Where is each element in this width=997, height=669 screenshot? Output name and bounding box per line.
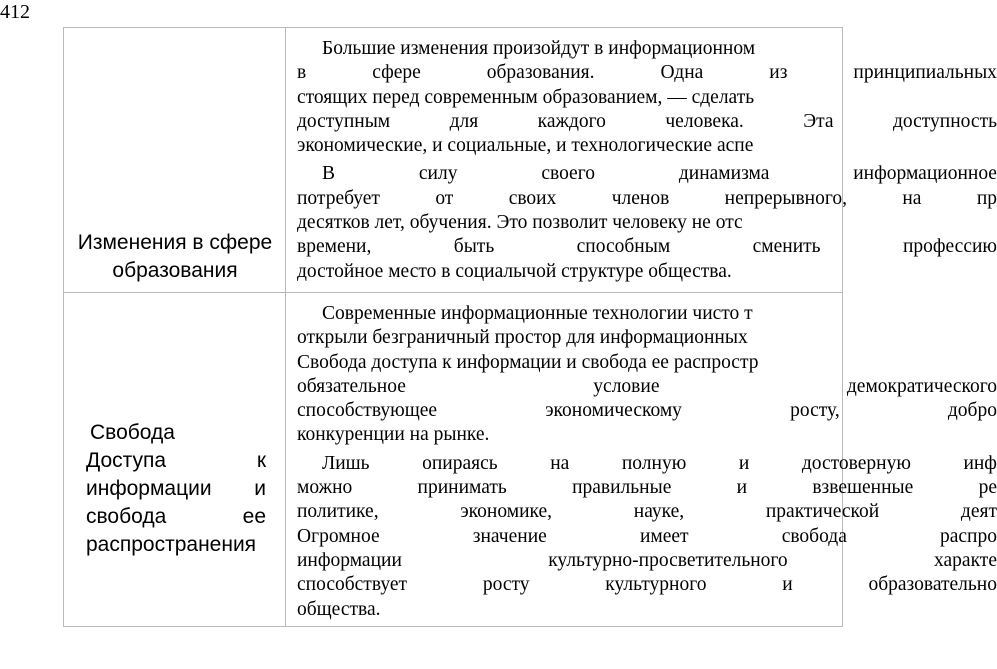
text-word: в	[297, 62, 307, 84]
text-line	[297, 573, 997, 597]
row-label-line	[86, 447, 266, 475]
row-label-line	[86, 503, 266, 531]
text-word: сфере	[372, 62, 421, 84]
text-word: культурного	[605, 574, 707, 596]
text-word: обязательное	[297, 375, 406, 397]
text-word: Эта	[803, 110, 834, 132]
row-label-word: к	[256, 449, 266, 472]
text-word: времени,	[297, 236, 372, 258]
text-word: на	[550, 452, 570, 474]
text-word: принимать	[417, 477, 507, 499]
text-line: достойное место в социалычой структуре общества.	[297, 260, 732, 282]
text-line	[297, 162, 997, 186]
text-word: профессию	[902, 236, 997, 258]
text-word: Одна	[660, 62, 704, 84]
text-word: Огромное	[297, 525, 380, 547]
text-word: Лишь	[322, 452, 370, 474]
text-word: можно	[297, 477, 353, 499]
text-word: и	[736, 477, 748, 499]
text-line: экономические, и социальные, и технологические аспе	[297, 135, 754, 157]
row-label-word: свобода	[86, 505, 167, 528]
text-word: доступность	[892, 110, 997, 132]
text-word: полную	[621, 452, 687, 474]
text-word: человека.	[665, 110, 744, 132]
text-line	[297, 61, 997, 85]
row-label-line	[86, 475, 266, 503]
text-word: из	[769, 62, 788, 84]
table-row	[64, 28, 997, 293]
text-word: науке,	[633, 501, 685, 523]
text-line: стоящих перед современным образованием, — сделать	[297, 86, 755, 108]
text-word: росту,	[790, 400, 840, 422]
text-word: культурно-просветительного	[548, 549, 788, 571]
text-line: конкуренции на рынке.	[297, 424, 490, 446]
text-word: быть	[453, 236, 495, 258]
text-word: непрерывного,	[724, 187, 847, 209]
text-line: Современные информационные технологии чисто т	[322, 303, 753, 324]
row-content-cell	[286, 293, 997, 627]
row-label-cell	[64, 293, 286, 627]
text-word: и	[782, 574, 793, 596]
text-line	[297, 500, 997, 524]
page-number: 412	[0, 1, 30, 23]
text-word: экономике,	[460, 501, 553, 523]
text-word: В	[322, 163, 336, 185]
text-word: свобода	[781, 525, 847, 547]
row-text	[297, 37, 997, 284]
text-word: добро	[947, 400, 997, 422]
text-line	[297, 375, 997, 399]
text-word: характе	[934, 549, 997, 571]
text-line: Большие изменения произойдут в информационном	[322, 38, 756, 59]
row-label-word: ее	[242, 505, 266, 528]
text-word: экономическому	[545, 400, 682, 422]
text-word: образования.	[486, 62, 595, 84]
text-word: доступным	[297, 110, 391, 132]
text-word: каждого	[537, 110, 606, 132]
row-label-word: и	[254, 477, 266, 500]
text-word: и	[738, 452, 750, 474]
text-line	[297, 452, 997, 476]
text-word: своего	[541, 163, 595, 185]
row-label-word: Доступа	[86, 449, 167, 472]
text-word: силу	[418, 163, 458, 185]
text-word: динамизма	[678, 163, 770, 185]
text-line: Свобода доступа к информации и свобода ее распростр	[297, 351, 759, 373]
text-word: демократического	[846, 375, 997, 397]
text-word: принципиальных	[853, 62, 997, 84]
text-word: имеет	[639, 525, 689, 547]
text-word: способствует	[297, 574, 408, 596]
text-word: на	[902, 187, 922, 209]
text-line: общества.	[297, 598, 381, 620]
text-word: достоверную	[801, 452, 911, 474]
table-row	[64, 293, 997, 627]
text-line	[297, 399, 997, 423]
text-word: правильные	[572, 477, 672, 499]
text-word: политике,	[297, 501, 379, 523]
text-word: взвешенные	[812, 477, 914, 499]
text-line	[297, 525, 997, 549]
text-line	[297, 476, 997, 500]
text-line	[297, 110, 997, 134]
content-table	[63, 27, 997, 627]
row-label-line: распространения	[86, 533, 257, 556]
text-line: десятков лет, обучения. Это позволит человеку не отс	[297, 212, 743, 234]
text-word: пр	[976, 187, 997, 209]
text-word: распро	[940, 525, 997, 547]
text-word: образовательно	[868, 574, 997, 596]
text-word: сменить	[752, 236, 821, 258]
text-word: ре	[978, 477, 997, 499]
text-word: росту	[482, 574, 530, 596]
row-label-cell	[64, 28, 286, 292]
text-word: значение	[472, 525, 547, 547]
text-word: способствующее	[297, 400, 438, 422]
row-label-word: информации	[86, 477, 212, 500]
text-word: от	[435, 187, 454, 209]
row-content-cell	[286, 28, 997, 292]
row-text	[297, 302, 997, 622]
text-line	[297, 187, 997, 211]
text-word: инф	[963, 452, 997, 474]
row-label: Изменения в сфере образования	[77, 231, 273, 282]
text-word: членов	[611, 187, 670, 209]
text-line	[297, 549, 997, 573]
text-line	[297, 235, 997, 259]
row-label	[86, 419, 266, 559]
text-word: потребует	[297, 187, 380, 209]
text-word: условие	[593, 375, 660, 397]
text-word: своих	[508, 187, 557, 209]
text-word: для	[449, 110, 479, 132]
text-word: опираясь	[422, 452, 498, 474]
text-word: способным	[576, 236, 671, 258]
text-line: открыли безграничный простор для информационных	[297, 327, 748, 349]
row-label-line: Свобода	[90, 421, 175, 444]
text-word: информационное	[853, 163, 997, 185]
text-word: практической	[765, 501, 880, 523]
text-word: информации	[297, 549, 402, 571]
text-word: деят	[960, 501, 997, 523]
